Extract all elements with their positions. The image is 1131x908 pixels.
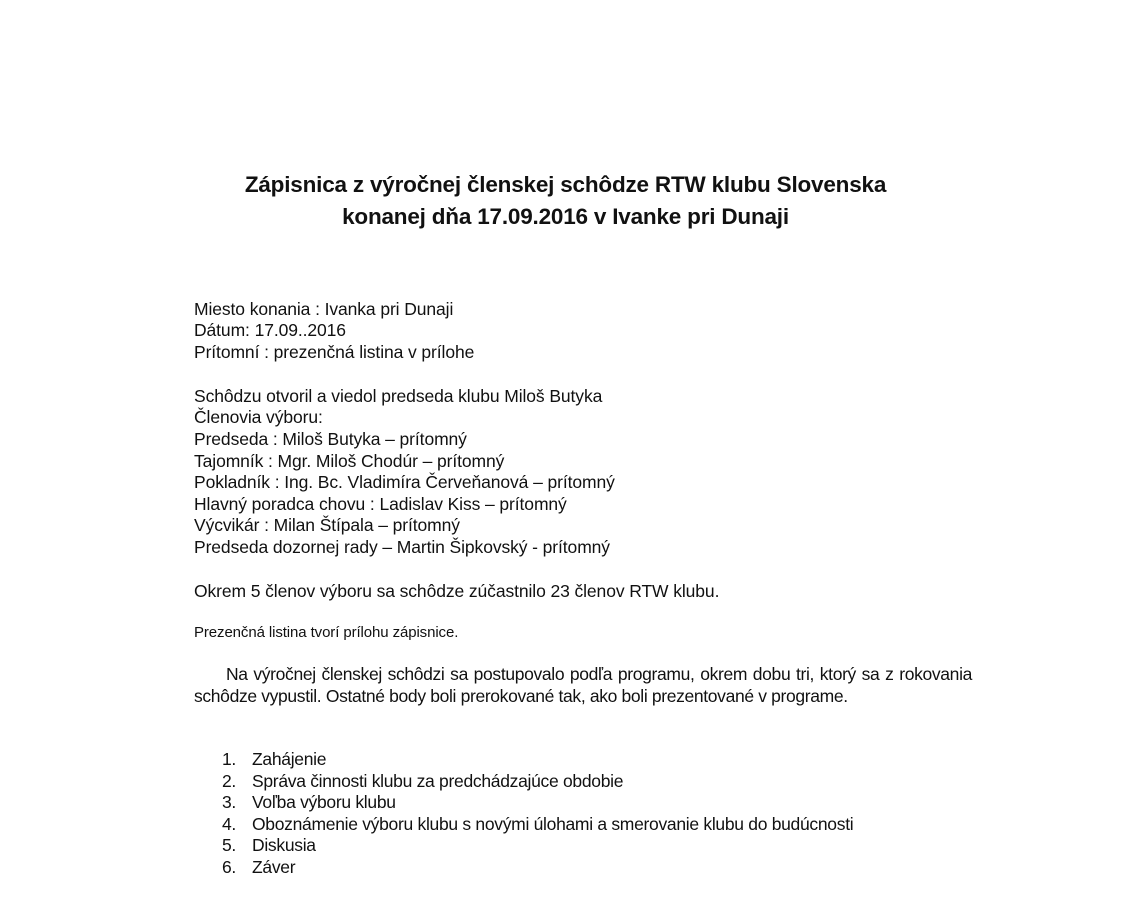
agenda-list — [222, 749, 853, 878]
committee-member: Výcvikár : Milan Štípala – prítomný — [194, 515, 460, 535]
agenda-item — [222, 857, 853, 879]
attendees: Prítomní : prezenčná listina v prílohe — [194, 342, 475, 362]
agenda-item-text: Voľba výboru klubu — [252, 792, 396, 812]
agenda-item — [222, 771, 853, 793]
document-title-line-2: konanej dňa 17.09.2016 v Ivanke pri Dunaji — [342, 204, 789, 229]
agenda-item-number: 6. — [222, 856, 236, 877]
attendance-note: Prezenčná listina tvorí prílohu zápisnice. — [194, 624, 459, 641]
committee-member: Predseda dozornej rady – Martin Šipkovský - prítomný — [194, 537, 610, 557]
committee-heading: Členovia výboru: — [194, 407, 323, 427]
attendance-count: Okrem 5 členov výboru sa schôdze zúčastnilo 23 členov RTW klubu. — [194, 581, 720, 601]
agenda-item-number: 4. — [222, 813, 236, 834]
chair-statement: Schôdzu otvoril a viedol predseda klubu Miloš Butyka — [194, 386, 603, 406]
agenda-item-number: 3. — [222, 792, 236, 812]
agenda-item-text: Záver — [252, 856, 296, 877]
agenda-item — [222, 814, 853, 836]
agenda-item — [222, 749, 853, 771]
committee-member: Hlavný poradca chovu : Ladislav Kiss – prítomný — [194, 494, 567, 514]
committee-member: Pokladník : Ing. Bc. Vladimíra Červeňanová – prítomný — [194, 472, 615, 492]
agenda-item-number: 2. — [222, 770, 236, 791]
agenda-item-text: Oboznámenie výboru klubu s novými úlohami a smerovanie klubu do budúcnosti — [252, 813, 854, 834]
meeting-place: Miesto konania : Ivanka pri Dunaji — [194, 299, 454, 319]
agenda-item-text: Zahájenie — [252, 749, 327, 769]
agenda-item-number: 5. — [222, 835, 236, 855]
agenda-item — [222, 792, 853, 814]
committee-member: Predseda : Miloš Butyka – prítomný — [194, 429, 467, 449]
committee-member: Tajomník : Mgr. Miloš Chodúr – prítomný — [194, 451, 505, 471]
agenda-item-number: 1. — [222, 749, 236, 769]
meeting-date: Dátum: 17.09..2016 — [194, 320, 346, 340]
document-title-line-1: Zápisnica z výročnej členskej schôdze RTW klubu Slovenska — [244, 172, 887, 197]
agenda-intro-paragraph — [194, 664, 972, 707]
agenda-item-text: Správa činnosti klubu za predchádzajúce obdobie — [252, 770, 624, 791]
agenda-item — [222, 835, 853, 857]
paragraph-text: Na výročnej členskej schôdzi sa postupovalo podľa programu, okrem dobu tri, ktorý sa z rokovania schôdze vypustil. Ostatné body boli prerokované tak, ako boli prezentované v programe. — [194, 664, 972, 706]
agenda-item-text: Diskusia — [252, 835, 316, 855]
